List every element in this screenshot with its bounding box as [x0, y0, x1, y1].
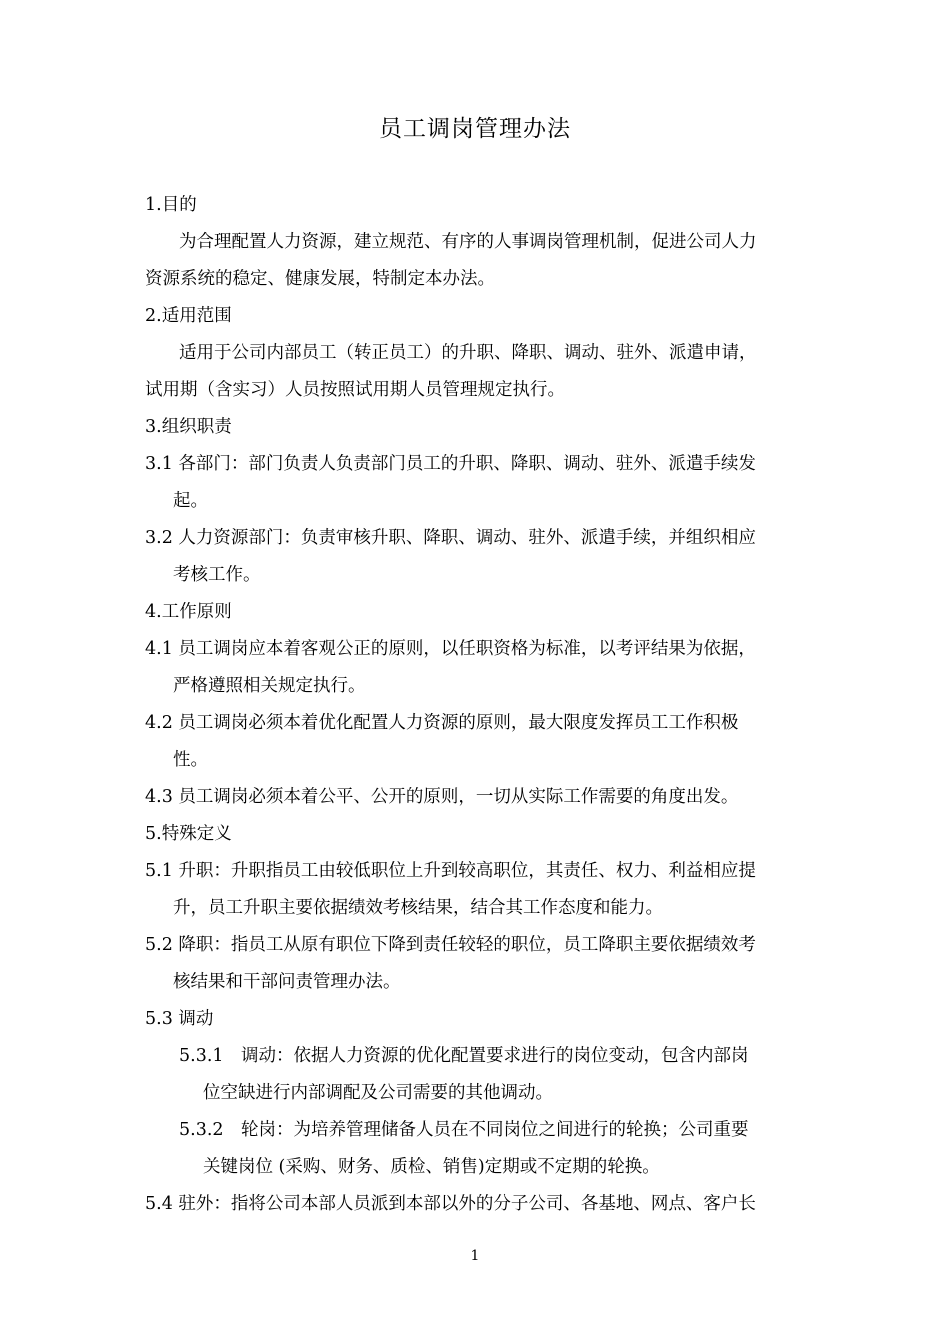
text-line: 1.目的 — [145, 195, 197, 215]
text-line: 3.组织职责 — [145, 417, 232, 437]
page-number: 1 — [470, 1248, 480, 1264]
text-line: 起。 — [173, 491, 208, 511]
text-line: 5.1 升职：升职指员工由较低职位上升到较高职位，其责任、权力、利益相应提 — [145, 861, 756, 881]
text-line: 2.适用范围 — [145, 306, 232, 326]
text-line: 4.2 员工调岗必须本着优化配置人力资源的原则，最大限度发挥员工工作积极 — [145, 713, 739, 733]
text-line: 3.1 各部门：部门负责人负责部门员工的升职、降职、调动、驻外、派遣手续发 — [145, 454, 756, 474]
text-line: 4.工作原则 — [145, 602, 232, 622]
text-line: 试用期（含实习）人员按照试用期人员管理规定执行。 — [145, 380, 565, 400]
text-line: 性。 — [173, 750, 208, 770]
text-line: 5.3.1 调动：依据人力资源的优化配置要求进行的岗位变动，包含内部岗 — [179, 1046, 749, 1066]
text-line: 5.4 驻外：指将公司本部人员派到本部以外的分子公司、各基地、网点、客户长 — [145, 1194, 756, 1214]
text-line: 5.3 调动 — [145, 1009, 214, 1029]
text-line: 严格遵照相关规定执行。 — [173, 676, 366, 696]
document-title: 员工调岗管理办法 — [379, 116, 571, 142]
text-line: 5.特殊定义 — [145, 824, 232, 844]
text-line: 资源系统的稳定、健康发展，特制定本办法。 — [145, 269, 495, 289]
text-line: 升，员工升职主要依据绩效考核结果，结合其工作态度和能力。 — [173, 898, 663, 918]
text-line: 考核工作。 — [173, 565, 261, 585]
text-line: 3.2 人力资源部门：负责审核升职、降职、调动、驻外、派遣手续，并组织相应 — [145, 528, 756, 548]
text-line: 5.2 降职：指员工从原有职位下降到责任较轻的职位，员工降职主要依据绩效考 — [145, 935, 756, 955]
text-line: 5.3.2 轮岗：为培养管理储备人员在不同岗位之间进行的轮换；公司重要 — [179, 1120, 749, 1140]
text-line: 4.1 员工调岗应本着客观公正的原则，以任职资格为标准，以考评结果为依据， — [145, 639, 756, 659]
text-line: 位空缺进行内部调配及公司需要的其他调动。 — [203, 1083, 553, 1103]
text-line: 核结果和干部问责管理办法。 — [173, 972, 401, 992]
text-line: 适用于公司内部员工（转正员工）的升职、降职、调动、驻外、派遣申请， — [179, 343, 757, 363]
document-body — [145, 187, 815, 1223]
text-line: 为合理配置人力资源，建立规范、有序的人事调岗管理机制，促进公司人力 — [179, 232, 757, 252]
text-line: 4.3 员工调岗必须本着公平、公开的原则，一切从实际工作需要的角度出发。 — [145, 787, 739, 807]
text-line: 关键岗位 (采购、财务、质检、销售)定期或不定期的轮换。 — [203, 1157, 660, 1177]
